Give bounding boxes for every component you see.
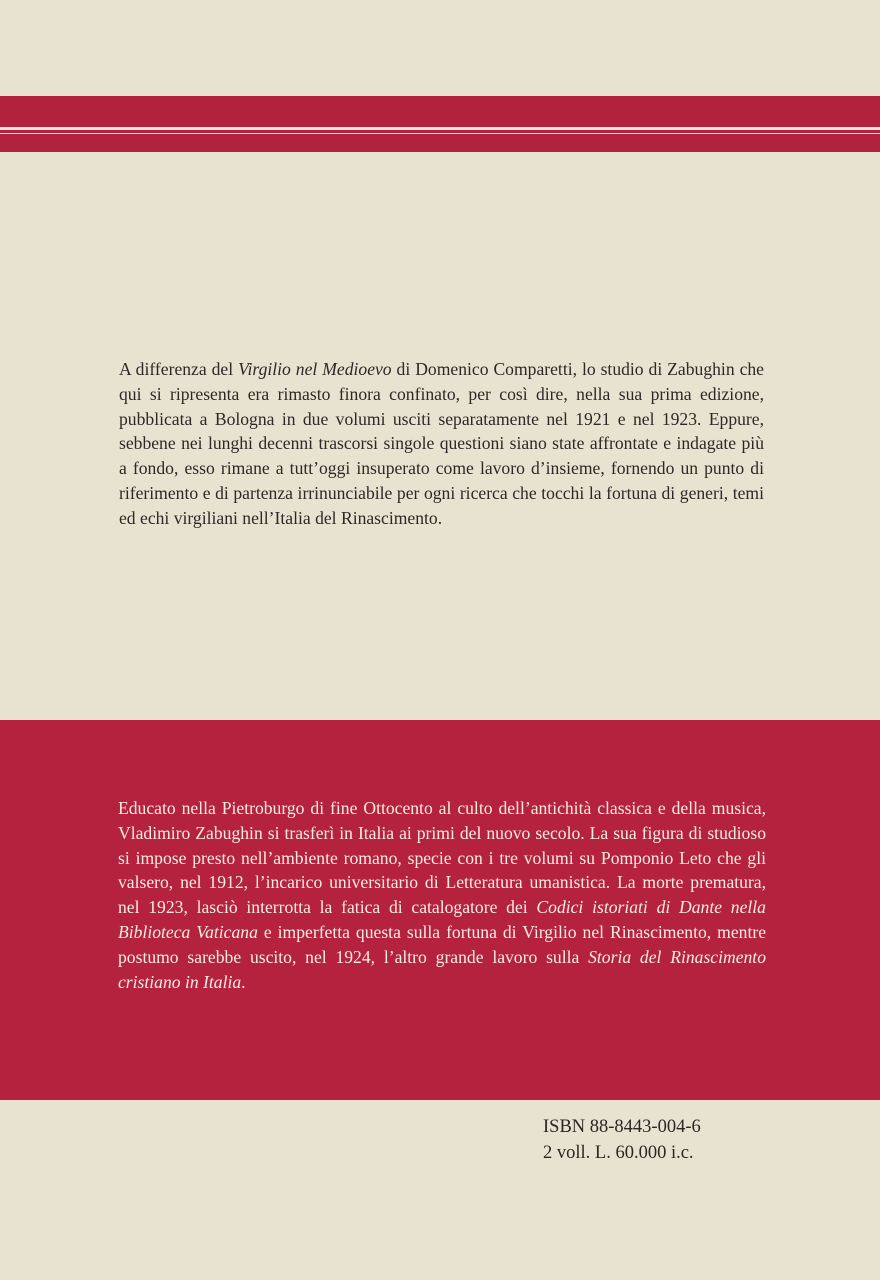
bio-italic-title-codici: Codici istoriati di Dante nella Biblioteca Vaticana [118,897,766,942]
bio-text-end: . [241,971,246,992]
description-text-rest: di Domenico Comparetti, lo studio di Zabughin che qui si ripresenta era rimasto finora confinato, per così dire, nella sua prima edizione, pubblicata a Bologna in due volumi usciti separatamente nel 1921 e nel 1923. Eppure, sebbene nei lunghi decenni trascorsi singole questioni siano state affrontate e indagate più a fondo, esso rimane a tutt’oggi insuperato come lavoro d’insieme, fornendo un punto di riferimento e di partenza irrinunciabile per ogni ricerca che tocchi la fortuna di generi, temi ed echi virgiliani nell’Italia del Rinascimento. [119,359,764,528]
bio-italic-title-storia: Storia del Rinascimento cristiano in Italia [118,946,766,992]
book-description-paragraph [119,357,764,531]
isbn-price-block [543,1115,803,1166]
description-italic-title: Virgilio nel Medioevo [238,359,392,379]
author-bio-paragraph [118,796,766,994]
top-band-divider-line-thin [0,133,880,134]
bio-text-middle: e imperfetta questa sulla fortuna di Virgilio nel Rinascimento, mentre postumo sarebbe uscito, nel 1924, l’altro grande lavoro sulla [118,921,766,967]
top-red-band [0,96,880,152]
volume-price: 2 voll. L. 60.000 i.c. [543,1142,694,1163]
description-text-start: A differenza del [119,359,239,379]
bio-text-start: Educato nella Pietroburgo di fine Ottocento al culto dell’antichità classica e della musica, Vladimiro Zabughin si trasferì in Italia ai primi del nuovo secolo. La sua figura di studioso si impose presto nell’ambiente romano, specie con i tre volumi su Pomponio Leto che gli valsero, nel 1912, l’incarico universitario di Letteratura umanistica. La morte prematura, nel 1923, lasciò interrotta la fatica di catalogatore dei [118,798,766,918]
top-band-divider-line [0,127,880,130]
isbn-number: ISBN 88-8443-004-6 [543,1117,701,1137]
